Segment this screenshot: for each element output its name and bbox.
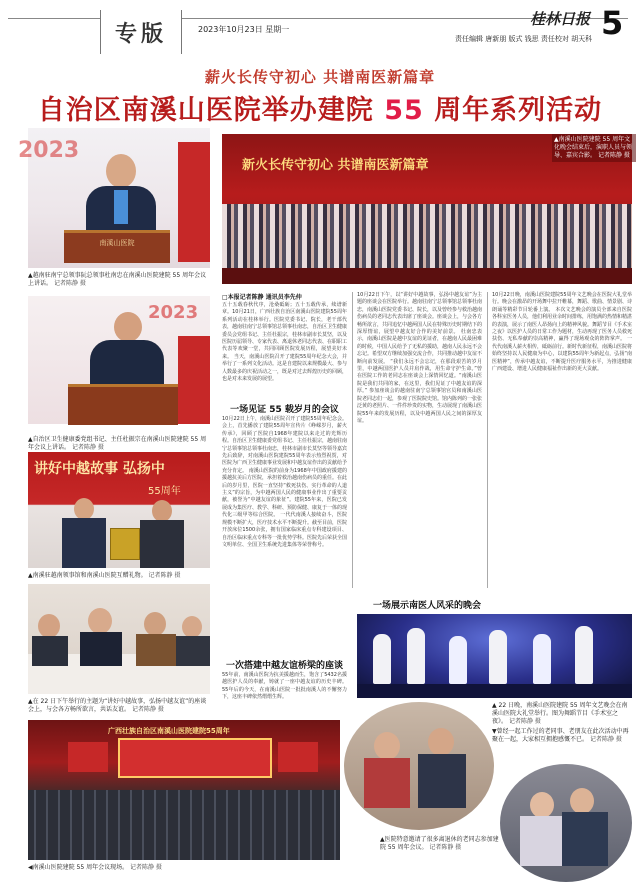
colleague-head-2 xyxy=(570,788,594,814)
caption-8 xyxy=(380,836,500,852)
caption-1-credit: 记者陈静 摄 xyxy=(53,280,86,287)
caption-7-credit: 记者陈静 摄 xyxy=(589,736,622,743)
caption-4-text: ▲南溪驻越南领事馆和南溪山医院互赠礼物。 xyxy=(28,572,147,579)
article-p2: 当天，南溪山医院召开了建院55周年纪念大会，并举行了一系列文化活动。这是自建院以来规模最大、参与人数最多的庆祝活动之一，既是对过去辉煌历史的回顾，也是对未来发展的展望。 xyxy=(222,353,348,383)
masthead-logo: 桂林日报 xyxy=(530,10,591,28)
photo-health-commission-speech xyxy=(28,296,210,424)
seminar-person-3 xyxy=(144,612,166,636)
seminar-body-1 xyxy=(32,636,68,666)
guest-head-2 xyxy=(428,728,454,756)
colleague-body-2 xyxy=(562,812,608,866)
colleague-body-1 xyxy=(520,816,564,866)
photo-gift-exchange xyxy=(28,452,210,568)
photo-retired-guests xyxy=(344,702,494,830)
caption-6-text: ▲ 22 日晚，南溪山医院建院 55 周年文艺晚会在南溪山医院大礼堂举行。图为舞蹈节目《手术室之夜》。 xyxy=(492,702,628,725)
dancer-5 xyxy=(533,634,551,684)
seminar-body-3 xyxy=(136,634,176,666)
red-backdrop xyxy=(178,142,210,262)
stage-floor-dance xyxy=(357,684,632,698)
article-col2 xyxy=(357,292,482,588)
article-p8: 杜南忠表示，南溪山医院是越中友谊的见证者，在越南人民最困难的时候，中国人民给予了无私的援助，越南人民永远不会忘记。希望双方继续加强交流合作，共同推动越中友谊不断向前发展。 xyxy=(357,329,483,365)
article-col1-mid xyxy=(222,416,347,656)
article-p3: 10月22日上午，南溪山医院召开了建院55周年纪念会。会上，首先播放了建院55周年宣传片《峥嵘岁月，薪火传承》，回顾了医院自1968年建院以来走过的光辉历程。自治区卫生健康委党组书记、主任杜振宗，越南驻南宁总领事馆总领事杜南忠，桂林市副市长莫坚等领导嘉宾先后致辞，对南溪山医院建院55周年表示热烈祝贺，对医院为广西卫生健康事业发展和中越友谊作出的贡献给予充分肯定。 xyxy=(222,416,348,474)
headline-title-number: 55 xyxy=(384,95,424,126)
caption-9-text: ◀南溪山医院建院 55 周年会议现场。 xyxy=(28,864,129,871)
caption-6-credit: 记者陈静 摄 xyxy=(508,718,541,725)
podium xyxy=(64,230,170,263)
speaker2-head xyxy=(114,312,142,342)
person-right-body xyxy=(140,520,184,568)
dancer-1 xyxy=(373,634,391,684)
caption-4-credit: 记者陈静 摄 xyxy=(148,572,181,579)
caption-8-text: ▲医院特意邀请了很多离退休的老同志参加建院 55 周年会议。 xyxy=(380,836,499,851)
photo-consul-speech xyxy=(18,128,210,268)
article-col3 xyxy=(492,292,632,588)
photo-auditorium-meeting xyxy=(28,720,340,860)
article-p10: 参加座谈会的越南驻南宁总领事馆官员和南溪山医院老同志们一起，参观了医院院史馆。馆内陈列的一张张泛黄的老照片、一件件珍贵的实物，生动展现了南溪山医院55年来的发展历程，以及中越两国人民之间的深厚友谊。 xyxy=(357,388,483,424)
banner-year: 2023 xyxy=(148,302,199,323)
section-heading-2: 一次搭建中越友谊桥梁的座谈 xyxy=(225,661,343,671)
caption-5 xyxy=(28,698,210,714)
podium-2 xyxy=(68,384,178,425)
banner-text: 2023 xyxy=(18,138,80,163)
photo-seminar xyxy=(28,584,210,694)
podium-sign: 南溪山医院 xyxy=(99,239,135,247)
colleague-head-1 xyxy=(530,792,554,818)
guest-body-2 xyxy=(418,754,466,808)
dancer-3 xyxy=(449,636,467,684)
headline-title xyxy=(0,88,640,127)
guest-body-1 xyxy=(364,758,410,808)
gift-plaque xyxy=(110,528,140,560)
stage-banner-mid2: 55周年 xyxy=(148,486,181,497)
headline-title-pre: 自治区南溪山医院举办建院 xyxy=(37,95,374,126)
article-p1: 五十五载春秋代序，沧桑砥砺；五十五载传承，续谱新章。10月21日，广西壮族自治区南溪山医院建院55周年系列活动在桂林举行。医院党委书记、院长，老干部代表，越南驻南宁总领事馆总领事杜南忠，自治区卫生健康委员会党组书记、主任杜振宗，桂林市副市长莫坚，以及医院历届领导、专家代表、离退休老同志代表、在职职工代表等欢聚一堂，共同回顾医院发展历程，展望美好未来。 xyxy=(222,302,348,360)
dancer-6 xyxy=(575,626,593,684)
speaker-tie xyxy=(114,190,128,224)
article-p6: 55年前，南溪山医院为抗美援越而生，饱含了5432名援越医护人员的奉献，铸就了一座中越友谊的历史丰碑。55年后的今天，在南溪山医院一批批南溪人的不懈努力下，这座丰碑依然熠熠生辉。 xyxy=(222,672,347,701)
caption-2 xyxy=(28,436,210,452)
article-p7: 10月22日下午，以“讲好中越故事，弘扬中越友谊”为主题的座谈会在医院举行。越南驻南宁总领事馆总领事杜南忠，南溪山医院党委书记、院长，以及曾经参与救治越南伤病员的老同志代表出席了座谈会。座谈会上，与会各方畅所欲言，共同追忆中越两国人民在特殊历史时期结下的深厚情谊，展望中越友好合作的美好前景。 xyxy=(357,292,483,336)
caption-2-text: ▲自治区卫生健康委党组书记、主任杜振宗在南溪山医院建院 55 周年会议上讲话。 xyxy=(28,436,207,451)
headline-subtitle: 薪火长传守初心 共谱南医新篇章 xyxy=(204,68,436,86)
caption-1 xyxy=(28,272,210,288)
side-screen-left xyxy=(68,742,108,772)
person-right-head xyxy=(152,500,172,522)
dancer-4 xyxy=(489,630,507,684)
guest-head-1 xyxy=(374,732,400,760)
stage-banner-mid: 讲好中越故事 弘扬中 xyxy=(34,461,165,477)
stage-screen xyxy=(118,738,272,778)
audience-rows xyxy=(28,790,340,860)
speaker-head xyxy=(106,154,136,188)
seminar-body-2 xyxy=(80,632,122,666)
article-p13: 一代代南溪人薪火相传，砥砺前行。新时代新征程，南溪山医院将始终坚持以人民健康为中心，以建院55周年为新起点，弘扬“南医精神”，传承中越友谊，不断提升医疗服务水平，为推进健康广西建设、增进人民健康福祉作出新的更大贡献。 xyxy=(492,336,633,373)
article-col1-top xyxy=(222,302,347,404)
page-number: 5 xyxy=(601,4,624,42)
red-backdrop-2 xyxy=(178,336,210,424)
caption-2-credit: 记者陈静 摄 xyxy=(71,444,104,451)
dancer-2 xyxy=(407,628,425,684)
article-p5: 一代代南溪人接续奋斗，医院规模不断扩大，医疗技术水平不断提升。截至目前，医院开放床位1500余张，拥有国家临床重点专科建设项目、自治区临床重点专科等一批优势学科。医院先后荣获全国文明单位、全国卫生系统先进集体等荣誉称号。 xyxy=(222,512,348,548)
caption-8-credit: 记者陈静 摄 xyxy=(429,844,462,851)
article-col1-bottom xyxy=(222,672,347,716)
seminar-person-4 xyxy=(182,616,202,638)
person-left-body xyxy=(62,518,106,568)
article-p9: “我们永远不会忘记，在那段艰苦的岁月里，中越两国医护人员并肩作战，用生命守护生命。”曾在医院工作的老同志在座谈会上深情回忆道。“南溪山医院是我们共同的家，在这里，我们见证了中越友谊的深厚。” xyxy=(357,358,482,395)
caption-4 xyxy=(28,572,210,580)
article-byline: □本报记者陈静 通讯员李先仲 xyxy=(222,294,302,301)
column-divider-2 xyxy=(487,292,488,588)
caption-1-text: ▲越南驻南宁总领事阮总领事杜南忠在南溪山医院建院 55 周年会议上讲话。 xyxy=(28,272,207,287)
caption-3-credit: 记者陈静 摄 xyxy=(597,152,630,159)
photo-dance-performance xyxy=(357,614,632,698)
section-heading-1: 一场见证 55 载岁月的会议 xyxy=(230,405,339,415)
editor-credits: 责任编辑 唐新朋 版式 钱思 责任校对 胡天科 xyxy=(455,35,593,43)
article-p11: 10月22日晚，南溪山医院建院55周年文艺晚会在医院大礼堂举行。晚会在激昂的开场舞中拉开帷幕，舞蹈、歌曲、情景剧、诗朗诵等精彩节目轮番上演。 xyxy=(492,292,633,313)
caption-9-credit: 记者陈静 摄 xyxy=(130,864,162,871)
caption-5-text: ▲在 22 日下午举行的主题为“讲好中越故事，弘扬中越友谊”的座谈会上，与会各方畅所欲言，共话友谊。 xyxy=(28,698,207,713)
section-heading-3: 一场展示南医人风采的晚会 xyxy=(372,601,481,611)
seminar-body-4 xyxy=(176,636,210,666)
article-p12: 本次文艺晚会的演员全部来自医院各科室医务人员，他们利用业余时间排练，用饱满的热情和精湛的表演，展示了南医人昂扬向上的精神风貌。舞蹈节目《手术室之夜》以医护人员的日常工作为题材，生动再现了医务人员救死扶伤、无私奉献的崇高精神，赢得了现场观众的阵阵掌声。 xyxy=(492,306,633,343)
section-label: 专版 xyxy=(100,10,182,54)
caption-3 xyxy=(552,134,636,162)
photo-colleagues-reunion xyxy=(500,764,632,882)
stage-floor xyxy=(222,268,632,284)
caption-6 xyxy=(492,702,632,726)
caption-3-text: ▲南溪山医院建院 55 周年文化晚会结束后，演职人员与领导、嘉宾合影。 xyxy=(554,136,633,159)
person-left-head xyxy=(74,498,94,520)
caption-5-credit: 记者陈静 摄 xyxy=(131,706,164,713)
side-screen-right xyxy=(278,742,318,772)
issue-date: 2023年10月23日 星期一 xyxy=(198,25,290,34)
caption-9 xyxy=(28,864,198,872)
stage-banner-left: 新火长传守初心 共谱南医新篇章 xyxy=(242,158,429,173)
headline-title-post: 周年系列活动 xyxy=(434,95,603,126)
caption-7-text: ▼曾经一起工作过的老同事、老朋友在此次活动中再聚在一起，大家相互拥抱感慨不已。 xyxy=(492,728,629,743)
seminar-person-1 xyxy=(38,614,60,638)
article-p4: 南溪山医院的前身为1968年中国政府援建的援越抗美后方医院，承担着救治越南伤病员的重任。在此后的岁月里，医院一直坚持“救死扶伤、实行革命的人道主义”的宗旨，为中越两国人民的健康事业作出了重要贡献，被誉为“中越友谊的象征”。建院55年来，医院已发展成为集医疗、教学、科研、预防保健、康复于一体的现代化三级甲等综合医院。 xyxy=(222,467,348,519)
seminar-person-2 xyxy=(88,608,112,634)
auditorium-banner: 广西壮族自治区南溪山医院建院55周年 xyxy=(108,727,230,735)
column-divider-1 xyxy=(352,292,353,588)
caption-7 xyxy=(492,728,632,744)
